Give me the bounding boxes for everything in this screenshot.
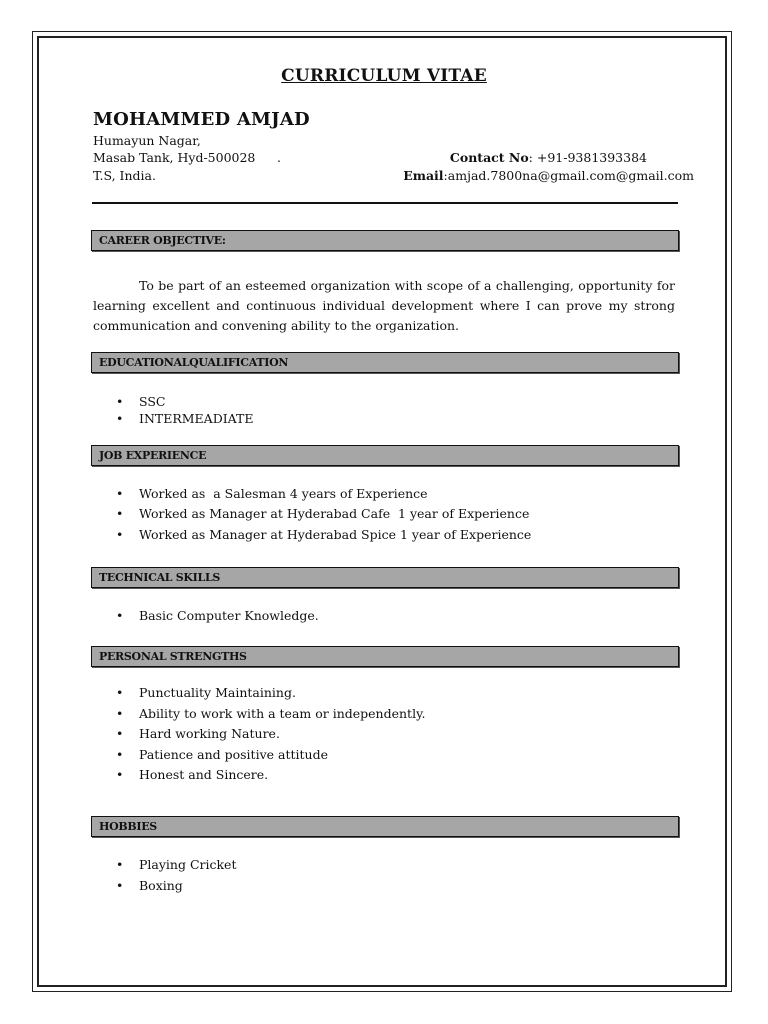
applicant-name: MOHAMMED AMJAD [93,109,310,130]
section-personal-strengths [91,646,679,667]
section-hobbies [91,816,679,837]
bullet-icon: • [116,411,124,426]
list-item-text: Patience and positive attitude [139,747,328,762]
bullet-icon: • [116,767,124,782]
address-line-2: Masab Tank, Hyd-500028 [93,150,256,165]
address-line-1: Humayun Nagar, [93,133,201,148]
section-technical-skills [91,567,679,588]
list-item-text: Honest and Sincere. [139,767,269,782]
section-heading: JOB EXPERIENCE [99,449,207,462]
bullet-icon: • [116,527,124,542]
bullet-icon: • [116,394,124,409]
list-item-text: Playing Cricket [139,857,237,872]
email-separator: : [443,168,448,183]
list-item-text: Ability to work with a team or independently. [139,706,426,721]
header-divider [92,202,678,204]
bullet-icon: • [116,857,124,872]
list-item-text: INTERMEADIATE [139,411,254,426]
section-career-objective [91,230,679,251]
section-job-experience [91,445,679,466]
email-value: amjad.7800na@gmail.com@gmail.com [447,168,694,183]
bullet-icon: • [116,506,124,521]
address-dot: . [277,150,281,165]
list-item-text: Worked as a Salesman 4 years of Experience [139,486,428,501]
bullet-icon: • [116,878,124,893]
list-item-text: Punctuality Maintaining. [139,685,296,700]
address-line-3: T.S, India. [93,168,156,183]
bullet-icon: • [116,608,124,623]
bullet-icon: • [116,747,124,762]
bullet-icon: • [116,685,124,700]
list-item-text: Basic Computer Knowledge. [139,608,319,623]
bullet-icon: • [116,486,124,501]
email-label: Email [403,168,444,183]
career-objective-text [93,276,675,336]
bullet-icon: • [116,726,124,741]
contact-label: Contact No [449,150,529,165]
career-objective-body: To be part of an esteemed organization with scope of a challenging, opportunity for learning excellent and continuous individual development where I can prove my strong communication and convening ability to the organization. [93,278,675,333]
list-item-text: Worked as Manager at Hyderabad Cafe 1 year of Experience [139,506,530,521]
section-heading: CAREER OBJECTIVE: [99,234,226,247]
list-item-text: Worked as Manager at Hyderabad Spice 1 year of Experience [139,527,532,542]
section-education [91,352,679,373]
section-heading: HOBBIES [99,820,157,833]
list-item-text: SSC [139,394,166,409]
section-heading: PERSONAL STRENGTHS [99,650,247,663]
contact-separator: : [528,150,537,165]
contact-number [450,150,647,165]
document-title: CURRICULUM VITAE [281,66,487,86]
section-heading: TECHNICAL SKILLS [99,571,221,584]
list-item-text: Boxing [139,878,183,893]
section-heading: EDUCATIONALQUALIFICATION [99,356,289,369]
bullet-icon: • [116,706,124,721]
contact-value: +91-9381393384 [536,150,647,165]
email-address [403,168,694,183]
list-item-text: Hard working Nature. [139,726,280,741]
